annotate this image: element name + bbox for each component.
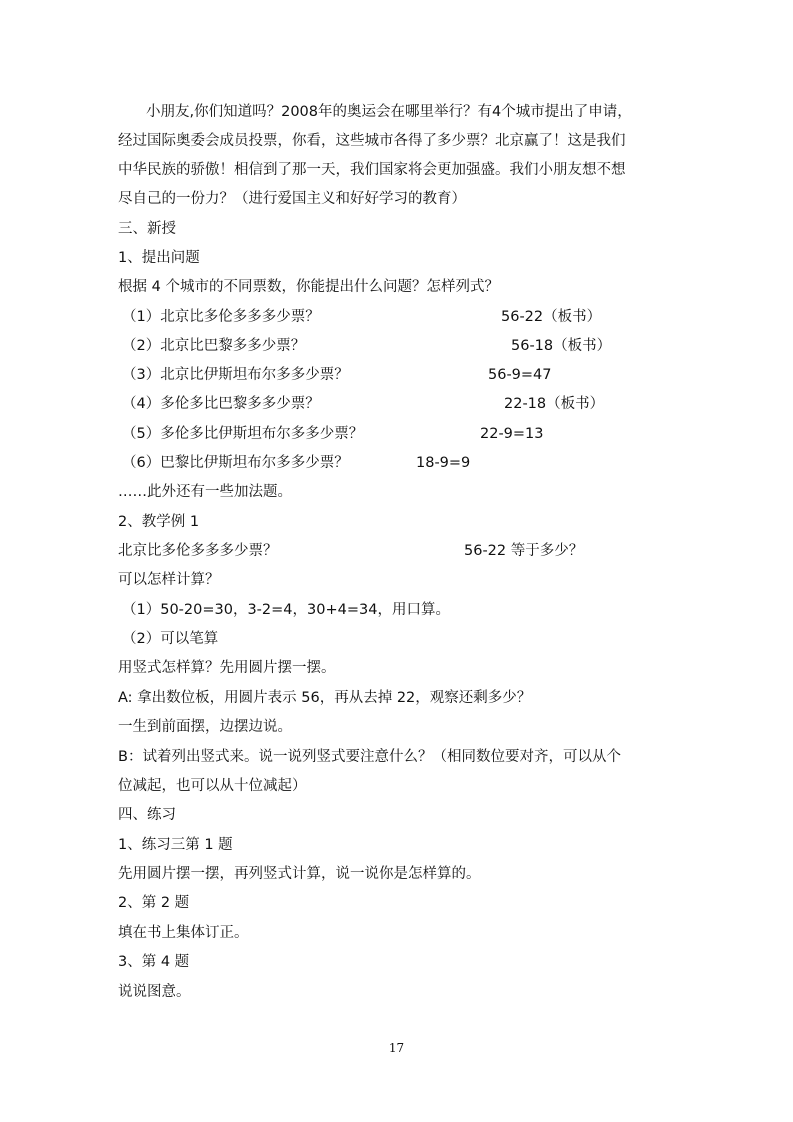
intro-line-3: 中华民族的骄傲！相信到了那一天，我们国家将会更加强盛。我们小朋友想不想 — [118, 162, 626, 178]
example-question: 北京比多伦多多多少票？ — [118, 543, 278, 559]
question-5: （5）多伦多比伊斯坦布尔多多少票？ — [122, 426, 364, 442]
question-3-equation: 56-9=47 — [488, 367, 552, 383]
exercise-2-text: 填在书上集体订正。 — [118, 925, 249, 941]
question-3: （3）北京比伊斯坦布尔多多少票？ — [122, 367, 349, 383]
question-5-equation: 22-9=13 — [480, 426, 544, 442]
intro-line-4: 尽自己的一份力？（进行爱国主义和好好学习的教育） — [118, 191, 466, 207]
method-1: （1）50-20=30，3-2=4，30+4=34，用口算。 — [122, 602, 450, 618]
section-3-heading: 三、新授 — [118, 221, 176, 237]
subsection-2-heading: 2、教学例 1 — [118, 514, 200, 530]
exercise-1-heading: 1、练习三第 1 题 — [118, 837, 233, 853]
question-6-equation: 18-9=9 — [416, 455, 471, 471]
step-b-line-1: B：试着列出竖式来。说一说列竖式要注意什么？（相同数位要对齐，可以从个 — [118, 749, 621, 765]
exercise-3-text: 说说图意。 — [118, 984, 191, 1000]
step-a-followup: 一生到前面摆，边摆边说。 — [118, 719, 292, 735]
subsection-1-heading: 1、提出问题 — [118, 250, 200, 266]
intro-line-2: 经过国际奥委会成员投票，你看，这些城市各得了多少票？北京赢了！这是我们 — [118, 133, 626, 149]
vertical-prompt: 用竖式怎样算？先用圆片摆一摆。 — [118, 660, 336, 676]
exercise-2-heading: 2、第 2 题 — [118, 895, 190, 911]
question-2: （2）北京比巴黎多多少票？ — [122, 338, 306, 354]
question-1: （1）北京比多伦多多多少票？ — [122, 309, 320, 325]
question-6: （6）巴黎比伊斯坦布尔多多少票？ — [122, 455, 349, 471]
method-2: （2）可以笔算 — [122, 631, 219, 647]
question-1-equation: 56-22（板书） — [501, 309, 602, 325]
question-4: （4）多伦多比巴黎多多少票？ — [122, 396, 320, 412]
question-4-equation: 22-18（板书） — [504, 396, 605, 412]
question-prompt: 根据 4 个城市的不同票数，你能提出什么问题？怎样列式？ — [118, 279, 499, 295]
page-number: 17 — [388, 1041, 405, 1055]
exercise-1-text: 先用圆片摆一摆，再列竖式计算，说一说你是怎样算的。 — [118, 866, 481, 882]
question-2-equation: 56-18（板书） — [511, 338, 612, 354]
section-4-heading: 四、练习 — [118, 807, 176, 823]
intro-line-1: 小朋友,你们知道吗？2008年的奥运会在哪里举行？有4个城市提出了申请， — [146, 104, 632, 120]
example-equation: 56-22 等于多少？ — [464, 543, 584, 559]
step-a: A: 拿出数位板，用圆片表示 56，再从去掉 22，观察还剩多少？ — [118, 690, 532, 706]
calc-prompt: 可以怎样计算？ — [118, 572, 220, 588]
exercise-3-heading: 3、第 4 题 — [118, 954, 190, 970]
addition-note: ……此外还有一些加法题。 — [118, 484, 292, 500]
step-b-line-2: 位减起，也可以从十位减起） — [118, 778, 307, 794]
